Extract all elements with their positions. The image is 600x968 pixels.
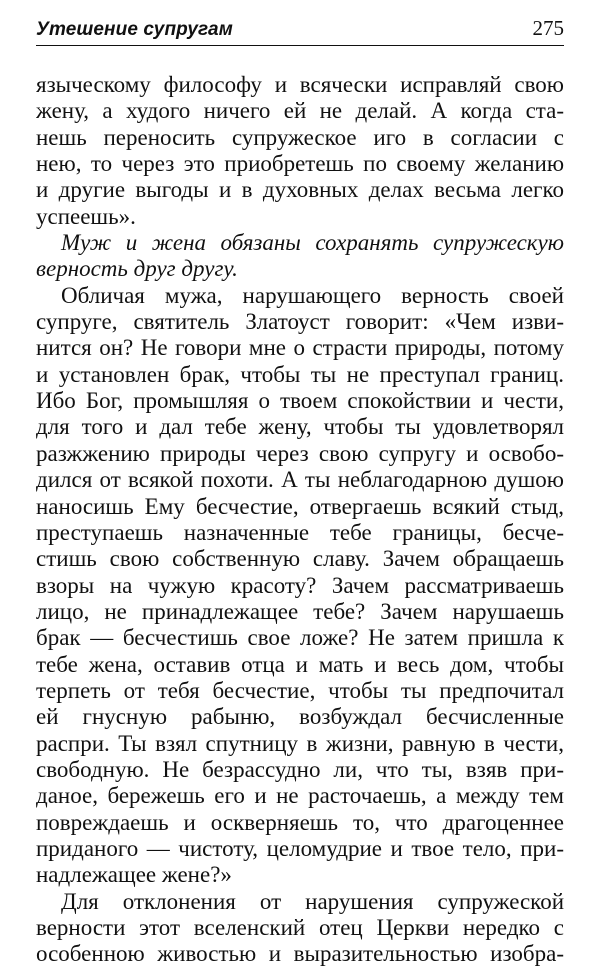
running-header [36,16,564,46]
text-line: Ибо Бог, промышляя о твоем спокойствии и чести, [36,388,564,414]
text-line: супруге, святитель Златоуст говорит: «Чем изви- [36,309,564,335]
text-line: распри. Ты взял спутницу в жизни, равную в чести, [36,730,564,756]
book-page [36,16,564,968]
text-line: стишь свою собственную славу. Зачем обращаешь [36,546,564,572]
text-line: тебе жена, оставив отца и мать и весь дом, чтобы [36,651,564,677]
text-line: свободную. Не безрассудно ли, что ты, взяв при- [36,756,564,782]
text-line: нится он? Не говори мне о страсти природы, потому [36,335,564,361]
text-line: даное, бережешь его и не расточаешь, а между тем [36,783,564,809]
text-line: верности этот вселенский отец Церкви нередко с [36,915,564,940]
text-line: надлежащее жене?» [36,862,232,888]
text-line: лицо, не принадлежащее тебе? Зачем нарушаешь [36,598,564,624]
text-line: Обличая мужа, нарушающего верность своей [61,282,564,308]
text-line: нею, то через это приобретешь по своему желанию [36,151,564,177]
text-line: для того и дал тебе жену, чтобы ты удовлетворял [36,414,564,440]
text-line: дился от всякой похоти. А ты неблагодарною душою [36,467,564,493]
text-line: приданого — чистоту, целомудрие и твое тело, при- [36,835,564,861]
text-line: повреждаешь и оскверняешь то, что драгоценнее [36,809,564,835]
text-line: успеешь». [36,203,136,229]
running-title: Утешение супругам [36,19,233,40]
text-line: ей гнусную рабыню, возбуждал бесчисленные [36,704,564,730]
section-heading-line: Муж и жена обязаны сохранять супружескую [61,230,564,256]
text-line: терпеть от тебя бесчестие, чтобы ты предпочитал [36,677,564,703]
body-text [36,72,564,968]
text-line: наносишь Ему бесчестие, отвергаешь всякий стыд, [36,493,564,519]
text-line: жену, а худого ничего ей не делай. А когда ста- [36,98,564,124]
text-line: брак — бесчестишь свое ложе? Не затем пришла к [36,625,564,651]
text-line: нешь переносить супружеское иго в согласии с [36,124,564,150]
text-line: преступаешь назначенные тебе границы, бесче- [36,519,564,545]
text-line: разжжению природы через свою супругу и освобо- [36,440,564,466]
page-number: 275 [532,16,564,40]
text-line: особенною живостью и выразительностью изобра- [36,941,564,967]
text-line: Для отклонения от нарушения супружеской [61,888,564,914]
text-line: взоры на чужую красоту? Зачем рассматриваешь [36,572,564,598]
text-line: и установлен брак, чтобы ты не преступал границ. [36,361,564,387]
text-line: и другие выгоды и в духовных делах весьма легко [36,177,564,203]
text-line: языческому философу и всячески исправляй свою [36,72,564,97]
section-heading-line: верность друг другу. [36,256,238,282]
